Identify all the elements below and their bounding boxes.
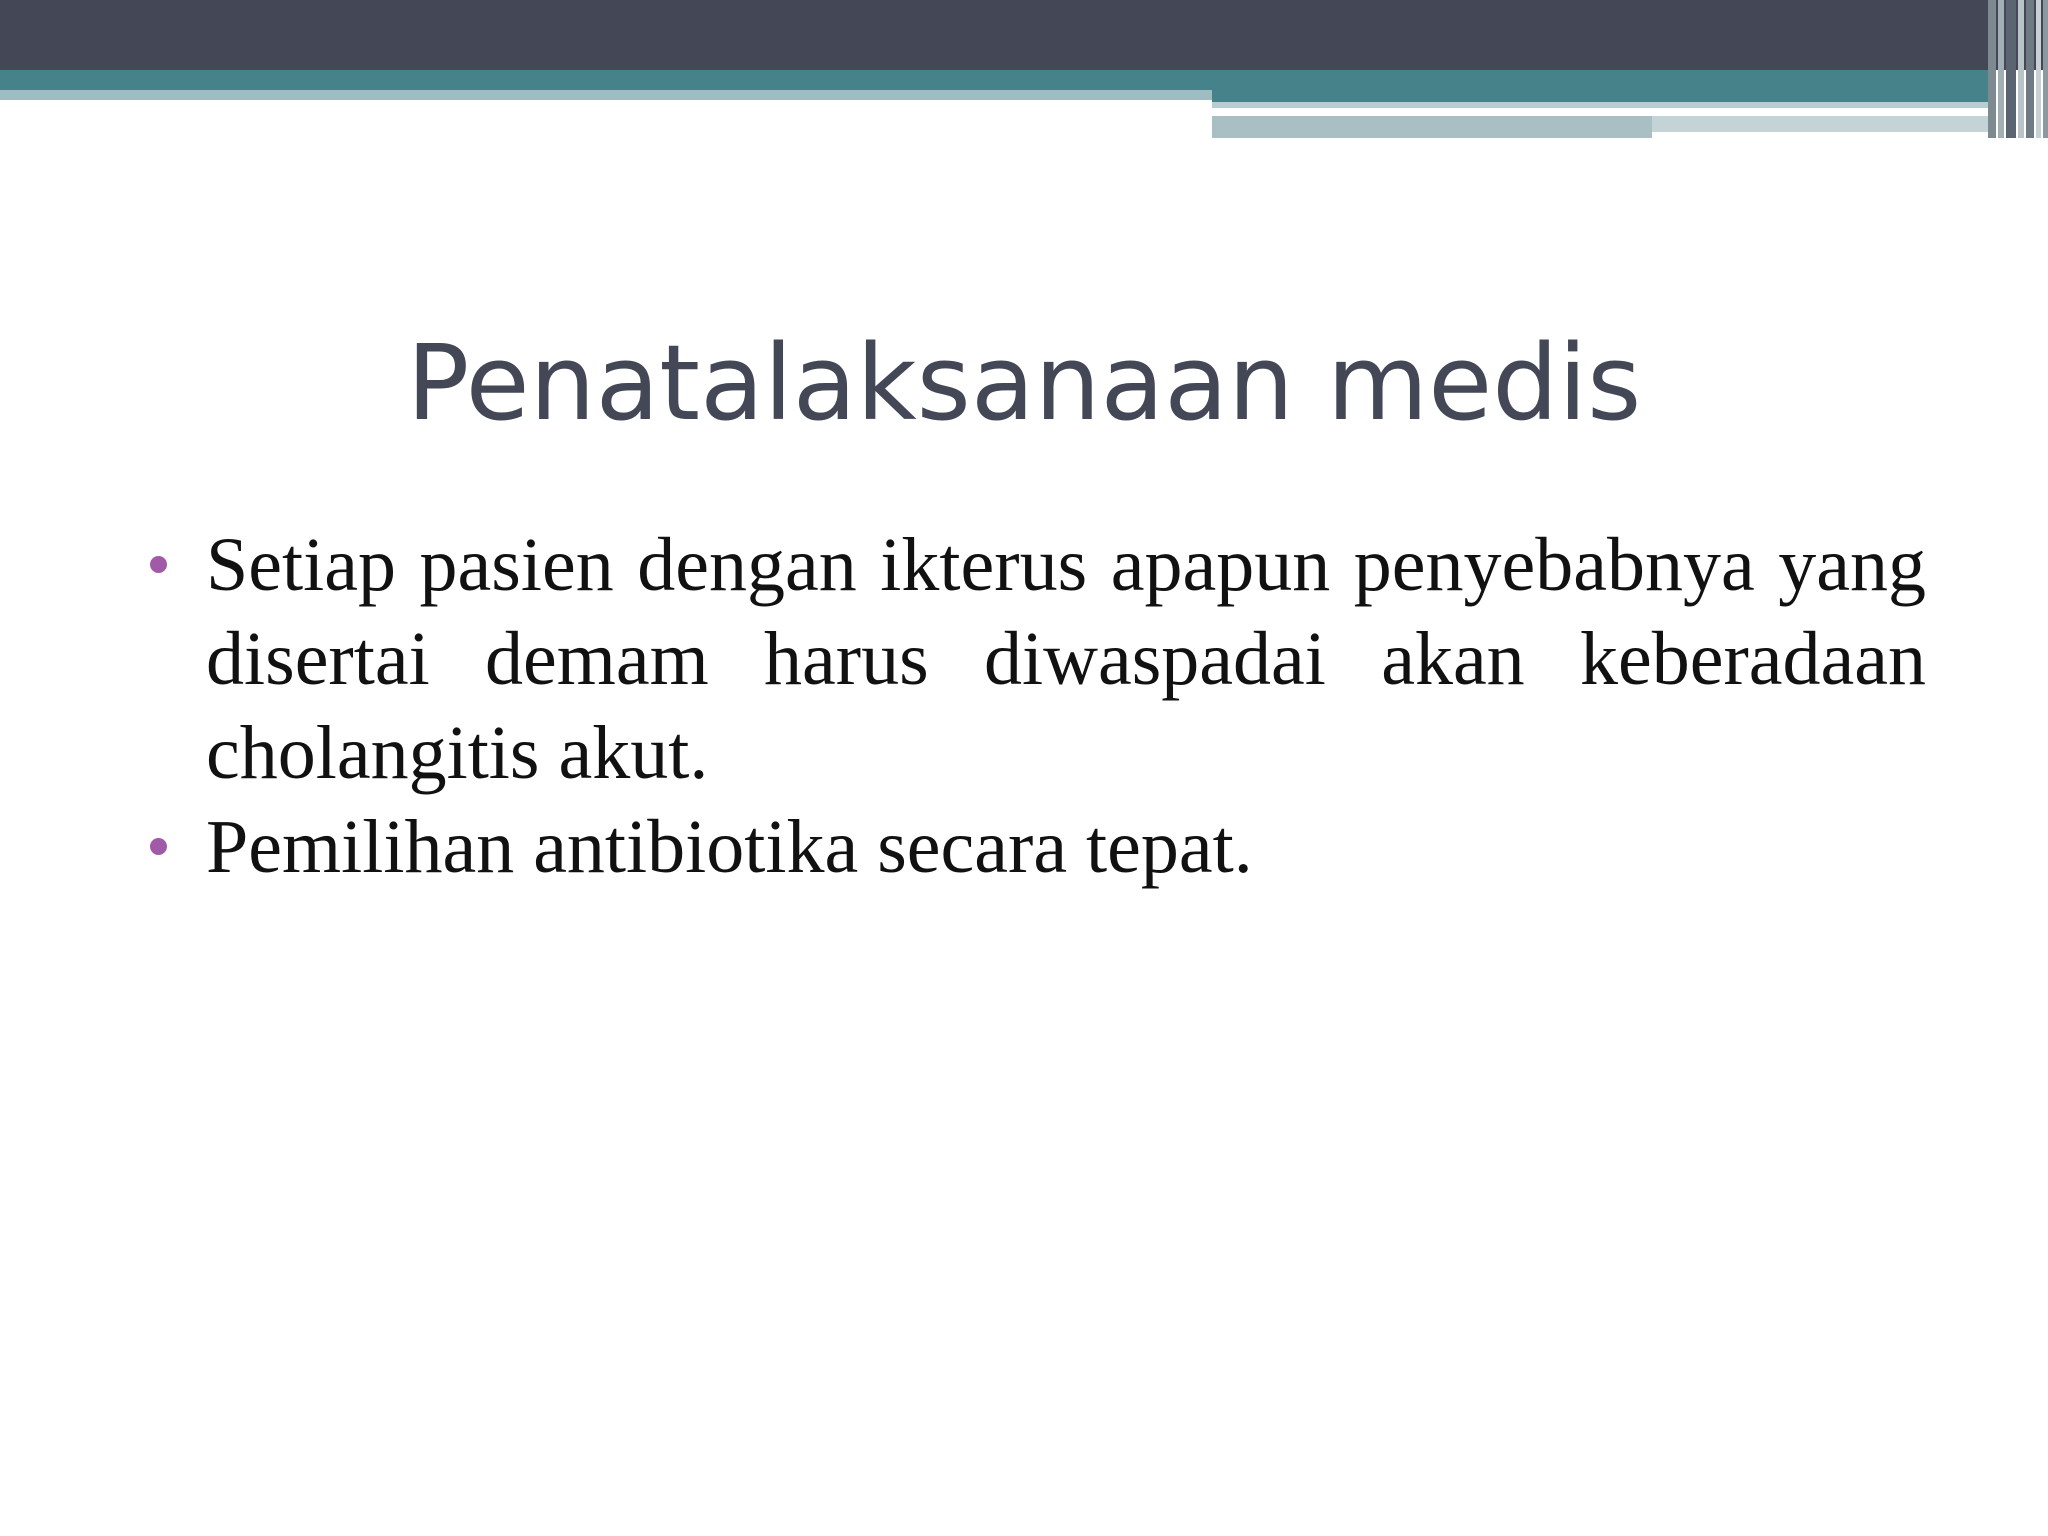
header-stripe: [2026, 0, 2034, 138]
header-stripe: [2036, 0, 2041, 138]
header-stripe: [1998, 0, 2004, 138]
header-dark-band: [0, 0, 2048, 70]
header-light-band-left: [0, 90, 1212, 100]
bullet-text: Setiap pasien dengan ikterus apapun penyebabnya yang disertai demam harus diwaspadai akan keberadaan cholangitis akut.: [206, 523, 1926, 795]
header-light-band-right: [1212, 102, 1988, 108]
slide-title: Penatalaksanaan medis: [406, 322, 1642, 444]
header-stripe: [2043, 0, 2048, 138]
header-stripe: [2018, 0, 2024, 138]
header-teal-band-left: [0, 70, 1212, 90]
bullet-text: Pemilihan antibiotika secara tepat.: [206, 805, 1253, 889]
header-stripe: [2006, 0, 2016, 138]
bullet-item: [146, 518, 1926, 800]
bullet-list: [146, 518, 1926, 894]
bullet-dot-icon: [150, 838, 167, 855]
bullet-item: [146, 800, 1926, 894]
header-teal-band-right: [1212, 70, 1988, 102]
header-stripe: [1988, 0, 1996, 138]
bullet-dot-icon: [150, 556, 167, 573]
header-light-lower-band: [1212, 116, 1652, 138]
header-light-lower-band-2: [1652, 116, 1988, 132]
